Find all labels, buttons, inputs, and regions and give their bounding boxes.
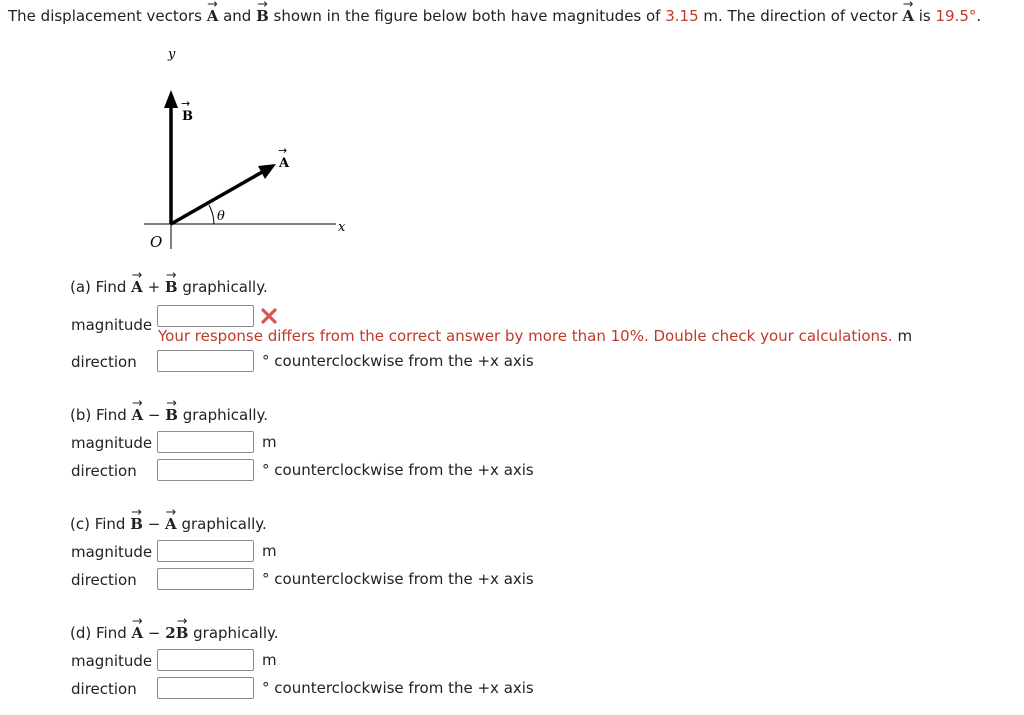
- part-a-magnitude-input[interactable]: [157, 305, 254, 327]
- vector-b-symbol: → B: [165, 278, 178, 296]
- part-c-direction-input[interactable]: [157, 568, 254, 590]
- part-d-magnitude-unit: m: [262, 651, 277, 669]
- part-a-direction-input[interactable]: [157, 350, 254, 372]
- part-b-direction-unit: ° counterclockwise from the +x axis: [262, 461, 534, 479]
- part-d-direction-label: direction: [71, 680, 137, 698]
- part-b-magnitude-unit: m: [262, 433, 277, 451]
- part-a-direction-unit: ° counterclockwise from the +x axis: [262, 352, 534, 370]
- given-angle: 19.5°: [935, 7, 977, 25]
- vector-b-symbol: → B: [176, 624, 189, 642]
- origin-label: O: [150, 233, 163, 251]
- part-a-direction-label: direction: [71, 353, 137, 371]
- vector-b-label: B: [182, 109, 193, 124]
- vector-a-symbol: → A: [132, 406, 144, 424]
- part-a-magnitude-unit: m: [897, 327, 913, 345]
- vector-a-label-arrow: →: [278, 144, 288, 157]
- part-c-magnitude-unit: m: [262, 542, 277, 560]
- vector-b-symbol: → B: [130, 515, 143, 533]
- part-b-heading: (b) Find → A − → B graphically.: [70, 406, 268, 424]
- vector-a-label: A: [279, 156, 290, 171]
- coefficient: 2: [165, 624, 176, 642]
- feedback-message: Your response differs from the correct answer by more than 10%. Double check your calculations.: [158, 327, 893, 345]
- problem-statement: The displacement vectors → A and → B shown in the figure below both have magnitudes of 3.15 m. The direction of vector → A is 19.5°.: [8, 7, 981, 25]
- part-d-direction-input[interactable]: [157, 677, 254, 699]
- given-magnitude: 3.15: [665, 7, 699, 25]
- part-a-magnitude-label: magnitude: [71, 316, 153, 334]
- part-c-direction-unit: ° counterclockwise from the +x axis: [262, 570, 534, 588]
- part-a-feedback: [158, 327, 912, 345]
- part-c-direction-label: direction: [71, 571, 137, 589]
- vector-b-arrowhead: [164, 90, 178, 108]
- part-d-magnitude-label: magnitude: [71, 652, 153, 670]
- vector-a-symbol: → A: [902, 7, 914, 25]
- vector-a-symbol: → A: [131, 278, 143, 296]
- x-mark-icon: [259, 306, 279, 326]
- vector-a-symbol: → A: [165, 515, 177, 533]
- part-b-direction-input[interactable]: [157, 459, 254, 481]
- part-b-direction-label: direction: [71, 462, 137, 480]
- vector-figure: [136, 44, 366, 259]
- vector-b-label-arrow: →: [181, 97, 191, 110]
- vector-b-symbol: → B: [165, 406, 178, 424]
- part-c-heading: (c) Find → B − → A graphically.: [70, 515, 267, 533]
- part-d-heading: (d) Find → A − 2→ B graphically.: [70, 624, 279, 642]
- vector-a-symbol: → A: [132, 624, 144, 642]
- part-d-magnitude-input[interactable]: [157, 649, 254, 671]
- vector-a-symbol: → A: [207, 7, 219, 25]
- y-axis-label: y: [168, 47, 176, 62]
- theta-label: θ: [217, 209, 225, 224]
- part-b-magnitude-label: magnitude: [71, 434, 153, 452]
- part-c-magnitude-label: magnitude: [71, 543, 153, 561]
- part-d-direction-unit: ° counterclockwise from the +x axis: [262, 679, 534, 697]
- part-a-heading: (a) Find → A + → B graphically.: [70, 278, 268, 296]
- vector-b-symbol: → B: [256, 7, 269, 25]
- theta-arc: [209, 205, 214, 224]
- part-b-magnitude-input[interactable]: [157, 431, 254, 453]
- part-c-magnitude-input[interactable]: [157, 540, 254, 562]
- x-axis-label: x: [338, 220, 346, 235]
